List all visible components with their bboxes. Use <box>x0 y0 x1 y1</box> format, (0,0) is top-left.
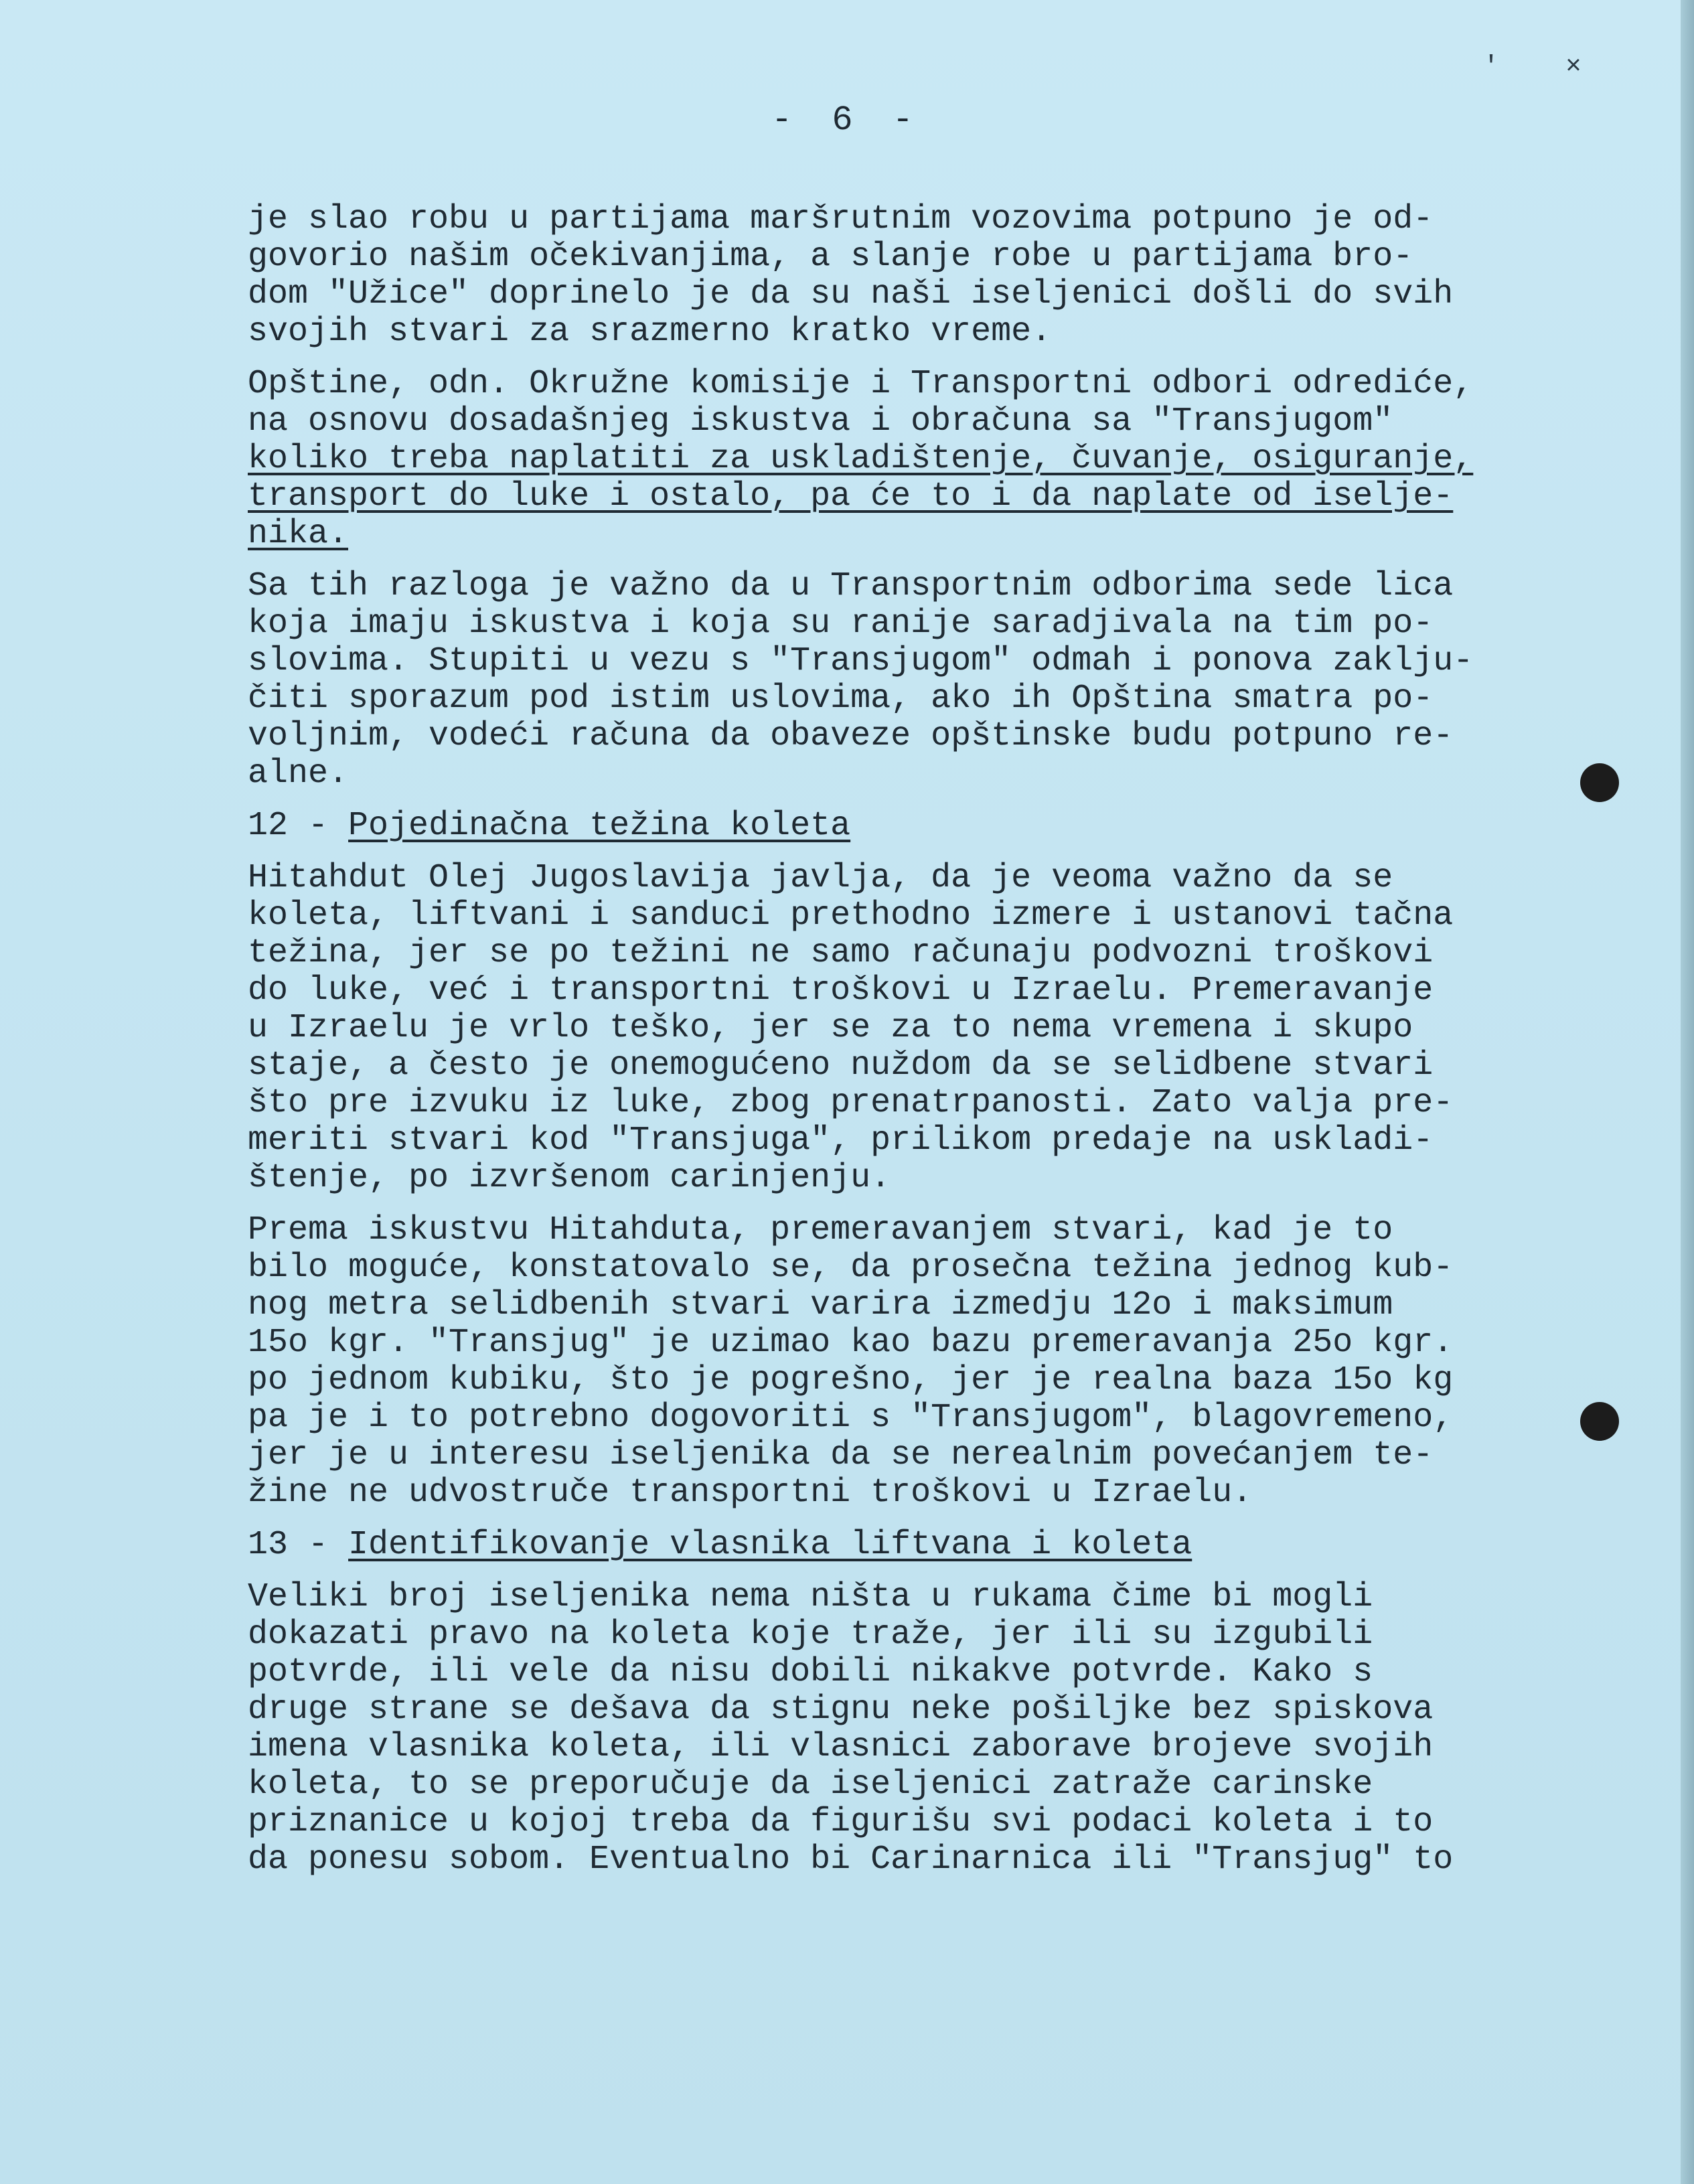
text-line: po jednom kubiku, što je pogrešno, jer je realna baza 15o kg <box>248 1362 1454 1399</box>
text-line: pa je i to potrebno dogovoriti s "Transjugom", blagovremeno, <box>248 1399 1454 1437</box>
text-line: meriti stvari kod "Transjuga", prilikom predaje na uskladi- <box>248 1122 1434 1160</box>
text-line: Veliki broj iseljenika nema ništa u rukama čime bi mogli <box>248 1579 1373 1616</box>
paragraph <box>248 1212 1520 1512</box>
text-line: nog metra selidbenih stvari varira izmedju 12o i maksimum <box>248 1287 1393 1324</box>
text-line: govorio našim očekivanjima, a slanje robe u partijama bro- <box>248 238 1413 276</box>
text-line: bilo moguće, konstatovalo se, da prosečna težina jednog kub- <box>248 1249 1454 1287</box>
text-line: dokazati pravo na koleta koje traže, jer ili su izgubili <box>248 1616 1373 1654</box>
text-line: je slao robu u partijama maršrutnim vozovima potpuno je od- <box>248 201 1434 238</box>
text-line: žine ne udvostruče transportni troškovi u Izraelu. <box>248 1474 1253 1512</box>
section-number: 13 - <box>248 1527 329 1564</box>
text-line: do luke, već i transportni troškovi u Izraelu. Premeravanje <box>248 972 1434 1010</box>
text-line: dom "Užice" doprinelo je da su naši iseljenici došli do svih <box>248 276 1454 313</box>
paragraph <box>248 366 1520 553</box>
corner-mark: × <box>1565 52 1582 82</box>
text-line: priznanice u kojoj treba da figurišu svi podaci koleta i to <box>248 1804 1434 1841</box>
section-title: Pojedinačna težina koleta <box>348 807 851 845</box>
section-number: 12 - <box>248 807 329 845</box>
text-line: Hitahdut Olej Jugoslavija javlja, da je veoma važno da se <box>248 860 1393 897</box>
text-line: težina, jer se po težini ne samo računaju podvozni troškovi <box>248 935 1434 972</box>
text-line: druge strane se dešava da stignu neke pošiljke bez spiskova <box>248 1691 1434 1729</box>
text-line: svojih stvari za srazmerno kratko vreme. <box>248 313 1052 351</box>
text-line: na osnovu dosadašnjeg iskustva i obračuna sa "Transjugom" <box>248 403 1393 441</box>
text-line: da ponesu sobom. Eventualno bi Carinarnica ili "Transjug" to <box>248 1841 1454 1879</box>
text-line: Prema iskustvu Hitahduta, premeravanjem stvari, kad je to <box>248 1212 1393 1249</box>
scan-edge <box>1681 0 1694 2184</box>
paragraph <box>248 860 1520 1197</box>
punch-hole <box>1580 763 1619 802</box>
text-line: čiti sporazum pod istim uslovima, ako ih Opština smatra po- <box>248 680 1434 718</box>
text-line: koleta, liftvani i sanduci prethodno izmere i ustanovi tačna <box>248 897 1454 935</box>
paragraph <box>248 1579 1520 1879</box>
text-line: alne. <box>248 755 349 793</box>
paragraph <box>248 201 1520 351</box>
text-line: štenje, po izvršenom carinjenju. <box>248 1160 891 1197</box>
section-title: Identifikovanje vlasnika liftvana i koleta <box>348 1527 1192 1564</box>
underlined-text-line: nika. <box>248 516 349 553</box>
corner-mark: ' <box>1483 52 1500 82</box>
text-line: staje, a često je onemogućeno nuždom da se selidbene stvari <box>248 1047 1434 1085</box>
text-line: slovima. Stupiti u vezu s "Transjugom" odmah i ponova zaklju- <box>248 643 1474 680</box>
text-line: jer je u interesu iseljenika da se nerealnim povećanjem te- <box>248 1437 1434 1474</box>
text-line: koleta, to se preporučuje da iseljenici zatraže carinske <box>248 1766 1373 1804</box>
text-line: u Izraelu je vrlo teško, jer se za to nema vremena i skupo <box>248 1010 1413 1047</box>
section-heading <box>248 807 1520 845</box>
underlined-text-line: koliko treba naplatiti za uskladištenje, čuvanje, osiguranje, <box>248 441 1474 478</box>
text-line: voljnim, vodeći računa da obaveze opštinske budu potpuno re- <box>248 718 1454 755</box>
page-number: - 6 - <box>771 100 923 140</box>
text-line: koja imaju iskustva i koja su ranije saradjivala na tim po- <box>248 605 1434 643</box>
text-line: 15o kgr. "Transjug" je uzimao kao bazu premeravanja 25o kgr. <box>248 1324 1454 1362</box>
punch-hole <box>1580 1402 1619 1441</box>
text-line: potvrde, ili vele da nisu dobili nikakve potvrde. Kako s <box>248 1654 1373 1691</box>
section-heading <box>248 1527 1520 1564</box>
paragraph <box>248 568 1520 793</box>
document-body <box>248 201 1520 1893</box>
text-line: Opštine, odn. Okružne komisije i Transportni odbori odrediće, <box>248 366 1474 403</box>
text-line: imena vlasnika koleta, ili vlasnici zaborave brojeve svojih <box>248 1729 1434 1766</box>
underlined-text-line: transport do luke i ostalo, pa će to i da naplate od iselje- <box>248 478 1454 516</box>
text-line: što pre izvuku iz luke, zbog prenatrpanosti. Zato valja pre- <box>248 1085 1454 1122</box>
text-line: Sa tih razloga je važno da u Transportnim odborima sede lica <box>248 568 1454 605</box>
